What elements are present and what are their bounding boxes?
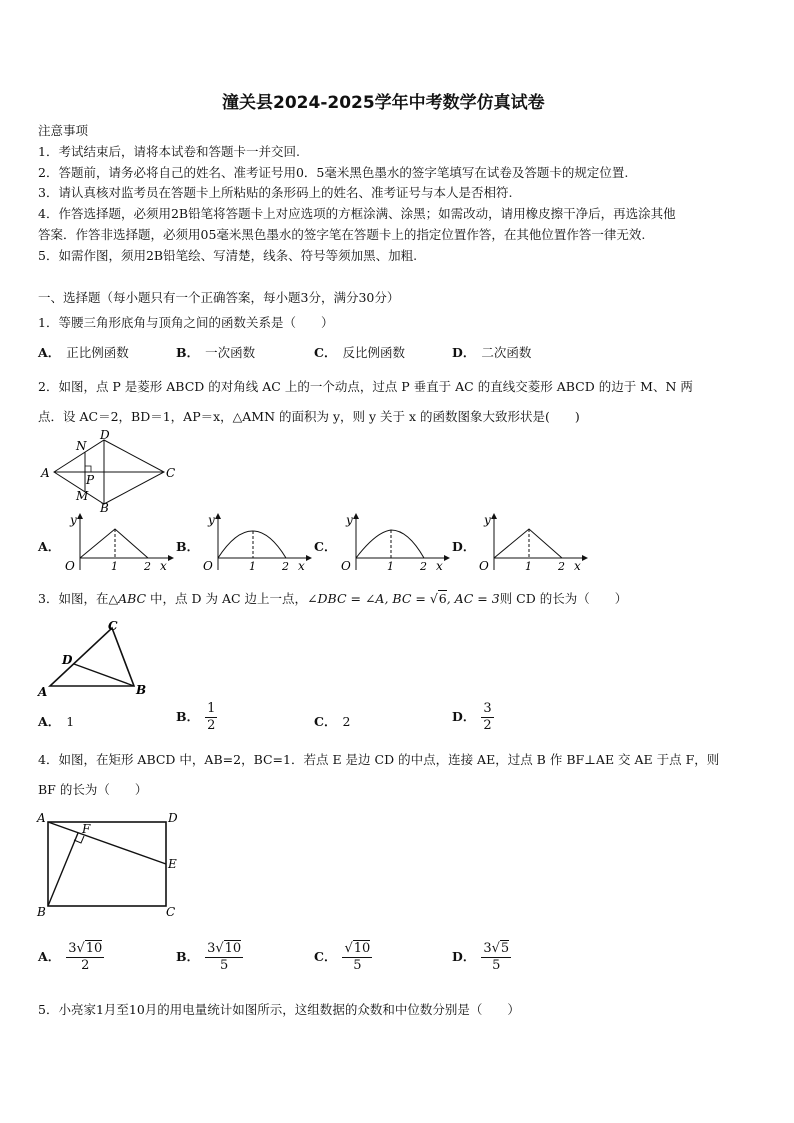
notice-item-2: 2．答题前，请务必将自己的姓名、准考证号用0．5毫米黑色墨水的签字笔填写在试卷及答题卡的规定位置. xyxy=(38,165,629,180)
numerator: 3√10 xyxy=(66,942,104,958)
label-b: B xyxy=(136,683,147,697)
axis-origin: O xyxy=(341,559,351,572)
option-label: B． xyxy=(176,539,200,554)
option-label: A． xyxy=(38,539,61,554)
q2-graph-c xyxy=(336,510,451,572)
tick-2: 2 xyxy=(282,560,289,572)
tick-1: 1 xyxy=(111,560,118,572)
label-d: D xyxy=(62,653,73,667)
denominator: 5 xyxy=(492,958,501,974)
q4-option-b[interactable] xyxy=(176,942,243,974)
radicand: 5 xyxy=(500,941,510,956)
axis-origin: O xyxy=(479,559,489,572)
q2-graph-b xyxy=(198,510,313,572)
q3-option-d[interactable] xyxy=(452,702,494,734)
question-3: 3．如图，在△ABC 中，点 D 为 AC 边上一点，∠DBC = ∠A, BC = √6, AC = 3则 CD 的长为（ ） xyxy=(38,591,628,606)
option-label: C． xyxy=(314,949,337,965)
tick-2: 2 xyxy=(558,560,565,572)
label-b: B xyxy=(37,905,46,919)
label-f: F xyxy=(82,822,91,836)
notice-item-1: 1．考试结束后，请将本试卷和答题卡一并交回. xyxy=(38,144,300,159)
denominator: 2 xyxy=(81,958,90,974)
q1-option-d[interactable] xyxy=(452,343,531,361)
coefficient: 3 xyxy=(207,941,216,956)
label-c: C xyxy=(108,619,118,633)
option-label: B． xyxy=(176,949,200,965)
q1-option-a[interactable] xyxy=(38,343,129,361)
numerator: 1 xyxy=(205,702,217,718)
question-4-line1: 4．如图，在矩形 ABCD 中，AB=2，BC=1．若点 E 是边 CD 的中点，连接 AE，过点 B 作 BF⊥AE 交 AE 于点 F，则 xyxy=(38,752,720,767)
question-2-line2: 点．设 AC＝2，BD＝1，AP＝x，△AMN 的面积为 y，则 y 关于 x 的函数图象大致形状是( ) xyxy=(38,409,580,424)
label-p: P xyxy=(86,473,95,487)
label-d: D xyxy=(168,811,178,825)
fraction xyxy=(481,942,511,974)
label-a: A xyxy=(41,466,50,480)
option-text: 正比例函数 xyxy=(66,345,129,360)
label-a: A xyxy=(38,685,48,699)
q3-option-b[interactable] xyxy=(176,702,217,734)
q1-option-b[interactable] xyxy=(176,343,255,361)
axis-y: y xyxy=(208,513,215,527)
tick-1: 1 xyxy=(387,560,394,572)
label-c: C xyxy=(166,905,176,919)
option-label: A． xyxy=(38,949,61,965)
denominator: 2 xyxy=(207,718,216,734)
option-text: 2 xyxy=(342,714,351,729)
numerator: 3√5 xyxy=(481,942,511,958)
axis-x: x xyxy=(298,559,305,572)
denominator: 5 xyxy=(220,958,229,974)
option-label: C． xyxy=(314,714,337,729)
q3-mid: 中，点 D 为 AC 边上一点， xyxy=(146,591,308,606)
q2-graph-a xyxy=(60,510,175,572)
q3-triangle: △ABC xyxy=(108,591,147,606)
notice-heading: 注意事项 xyxy=(38,123,89,138)
triangle-figure xyxy=(34,616,154,700)
denominator: 5 xyxy=(353,958,362,974)
q1-option-c[interactable] xyxy=(314,343,405,361)
option-label: C． xyxy=(314,345,337,360)
option-label: C． xyxy=(314,539,337,554)
question-4-line2: BF 的长为（ ） xyxy=(38,782,148,797)
q3-prefix: 3．如图，在 xyxy=(38,591,109,606)
q4-option-a[interactable] xyxy=(38,942,104,974)
section-heading: 一、选择题（每小题只有一个正确答案，每小题3分，满分30分） xyxy=(38,290,400,305)
option-text: 1 xyxy=(66,714,75,729)
rhombus-figure xyxy=(36,428,186,514)
radicand: 10 xyxy=(85,941,103,956)
label-c: C xyxy=(166,466,176,480)
axis-y: y xyxy=(484,513,491,527)
q3-option-c[interactable] xyxy=(314,712,350,730)
fraction xyxy=(481,702,493,734)
page-title: 潼关县2024-2025学年中考数学仿真试卷 xyxy=(222,93,545,113)
option-label: D． xyxy=(452,345,476,360)
notice-item-4: 4．作答选择题，必须用2B铅笔将答题卡上对应选项的方框涂满、涂黑；如需改动，请用橡皮擦干净后，再选涂其他 xyxy=(38,206,676,221)
option-label: B． xyxy=(176,345,200,360)
q3-sqrt: 6 xyxy=(438,591,447,606)
tick-1: 1 xyxy=(525,560,532,572)
axis-x: x xyxy=(574,559,581,572)
axis-x: x xyxy=(160,559,167,572)
axis-y: y xyxy=(346,513,353,527)
label-n: N xyxy=(76,439,87,453)
fraction xyxy=(66,942,104,974)
option-label: D． xyxy=(452,709,476,725)
notice-item-3: 3．请认真核对监考员在答题卡上所粘贴的条形码上的姓名、准考证号与本人是否相符. xyxy=(38,185,513,200)
axis-origin: O xyxy=(203,559,213,572)
notice-item-4-cont: 答案．作答非选择题，必须用05毫米黑色墨水的签字笔在答题卡上的指定位置作答，在其他位置作答一律无效. xyxy=(38,227,646,242)
numerator: 3 xyxy=(481,702,493,718)
tick-2: 2 xyxy=(144,560,151,572)
numerator: √10 xyxy=(342,942,372,958)
question-1: 1．等腰三角形底角与顶角之间的函数关系是（ ） xyxy=(38,315,334,330)
option-text: 反比例函数 xyxy=(342,345,405,360)
radicand: 10 xyxy=(224,941,242,956)
q3-option-a[interactable] xyxy=(38,712,74,730)
label-d: D xyxy=(100,428,110,442)
q2-graph-d xyxy=(474,510,589,572)
fraction xyxy=(342,942,372,974)
option-label: A． xyxy=(38,345,61,360)
notice-item-5: 5．如需作图，须用2B铅笔绘、写清楚，线条、符号等须加黑、加粗. xyxy=(38,248,418,263)
label-a: A xyxy=(37,811,46,825)
option-label: D． xyxy=(452,949,476,965)
fraction xyxy=(205,702,217,734)
axis-x: x xyxy=(436,559,443,572)
option-text: 二次函数 xyxy=(481,345,532,360)
fraction xyxy=(205,942,243,974)
rectangle-figure xyxy=(34,808,184,922)
q3-suffix: 则 CD 的长为（ ） xyxy=(499,591,628,606)
option-label: D． xyxy=(452,539,476,554)
q4-option-d[interactable] xyxy=(452,942,511,974)
coefficient: 3 xyxy=(68,941,77,956)
q3-condition-2: , AC = 3 xyxy=(446,591,500,606)
radicand: 10 xyxy=(353,941,371,956)
question-2-line1: 2．如图，点 P 是菱形 ABCD 的对角线 AC 上的一个动点，过点 P 垂直于 AC 的直线交菱形 ABCD 的边于 M、N 两 xyxy=(38,379,693,394)
label-e: E xyxy=(168,857,177,871)
question-5: 5．小亮家1月至10月的用电量统计如图所示，这组数据的众数和中位数分别是（ ） xyxy=(38,1002,520,1017)
axis-origin: O xyxy=(65,559,75,572)
label-b: B xyxy=(100,501,109,514)
q3-condition: ∠DBC = ∠A, BC = xyxy=(307,591,430,606)
numerator: 3√10 xyxy=(205,942,243,958)
tick-2: 2 xyxy=(420,560,427,572)
tick-1: 1 xyxy=(249,560,256,572)
denominator: 2 xyxy=(483,718,492,734)
option-text: 一次函数 xyxy=(205,345,256,360)
option-label: A． xyxy=(38,714,61,729)
label-m: M xyxy=(76,489,89,503)
q4-option-c[interactable] xyxy=(314,942,372,974)
axis-y: y xyxy=(70,513,77,527)
option-label: B． xyxy=(176,709,200,725)
coefficient: 3 xyxy=(483,941,492,956)
